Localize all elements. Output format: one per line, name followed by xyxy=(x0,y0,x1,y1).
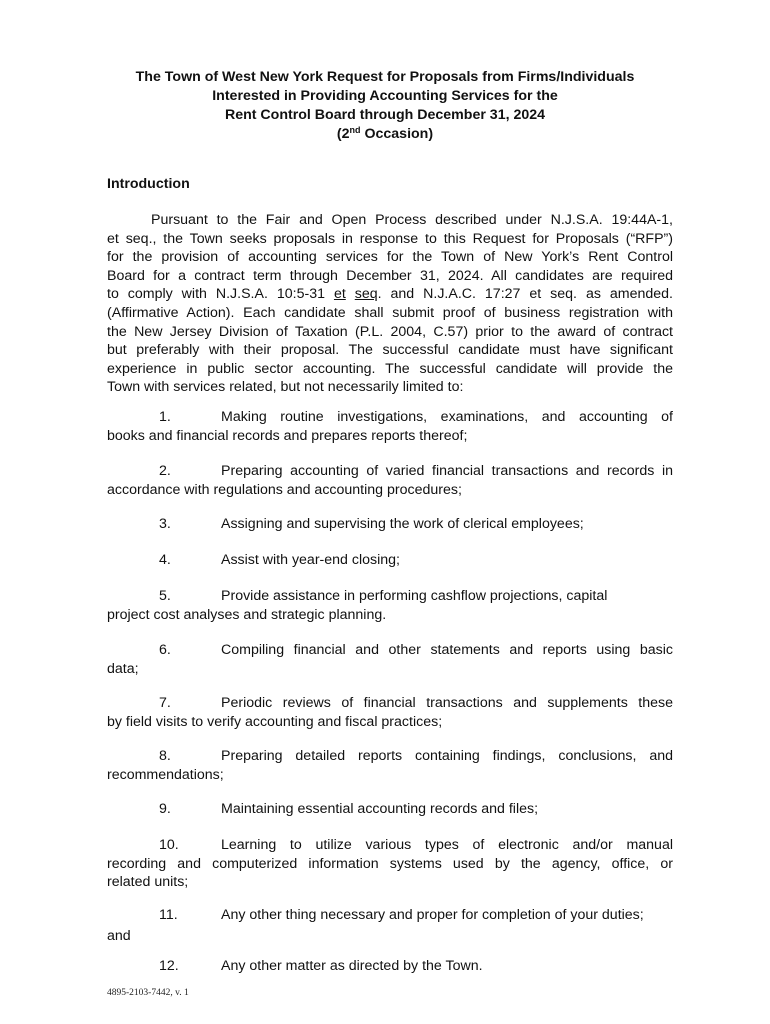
list-item: 8. Preparing detailed reports containing findings, conclusions, and recommendations; xyxy=(107,748,673,783)
intro-line: but preferably with their proposal. The successful candidate must have significant xyxy=(107,342,673,359)
intro-line: Board for a contract term through December 31, 2024. All candidates are required xyxy=(107,267,673,284)
title-line-2: Interested in Providing Accounting Services for the xyxy=(212,88,558,104)
intro-line: (Affirmative Action). Each candidate shall submit proof of business registration with xyxy=(107,304,673,321)
title-line-3: Rent Control Board through December 31, 2024 xyxy=(224,107,546,123)
intro-line: Town with services related, but not necessarily limited to: xyxy=(107,379,464,396)
list-item: 9. Maintaining essential accounting records and files; xyxy=(159,801,539,817)
intro-paragraph xyxy=(107,211,673,397)
list-item: 5. Provide assistance in performing cashflow projections, capital project cost analyses and strategic planning. xyxy=(107,588,608,623)
intro-line: the New Jersey Division of Taxation (P.L. 2004, C.57) prior to the award of contract xyxy=(107,323,673,340)
list-item: 2. Preparing accounting of varied financial transactions and records in accordance with regulations and accounting procedures; xyxy=(107,463,673,498)
intro-line: to comply with N.J.S.A. 10:5-31 et seq. and N.J.A.C. 17:27 et seq. as amended. xyxy=(107,286,673,303)
title-line-1: The Town of West New York Request for Proposals from Firms/Individuals xyxy=(135,69,635,85)
intro-line: experience in public sector accounting. The successful candidate will provide the xyxy=(107,360,673,377)
title-line-4: (2nd Occasion) xyxy=(336,125,434,142)
intro-line: for the provision of accounting services for the Town of New York’s Rent Control xyxy=(107,249,673,266)
list-item: 7. Periodic reviews of financial transactions and supplements these by field visits to verify accounting and fiscal practices; xyxy=(107,695,673,730)
document-title xyxy=(0,68,770,144)
list-item: 10. Learning to utilize various types of electronic and/or manual recording and computerized information systems used by the agency, office, or related units; xyxy=(107,837,673,891)
list-item: 12. Any other matter as directed by the Town. xyxy=(159,958,483,974)
intro-line: Pursuant to the Fair and Open Process described under N.J.S.A. 19:44A-1, xyxy=(151,212,673,228)
section-heading-introduction: Introduction xyxy=(107,176,190,192)
list-item: 4. Assist with year-end closing; xyxy=(159,552,400,568)
list-item: 11. Any other thing necessary and proper for completion of your duties; and xyxy=(107,907,644,944)
list-item: 1. Making routine investigations, examinations, and accounting of books and financial records and prepares reports thereof; xyxy=(107,409,673,444)
list-item: 6. Compiling financial and other statements and reports using basic data; xyxy=(107,642,673,677)
intro-line: et seq., the Town seeks proposals in response to this Request for Proposals (“RFP”) xyxy=(107,230,673,247)
list-item: 3. Assigning and supervising the work of clerical employees; xyxy=(159,516,584,532)
document-id-footer: 4895-2103-7442, v. 1 xyxy=(107,988,189,998)
